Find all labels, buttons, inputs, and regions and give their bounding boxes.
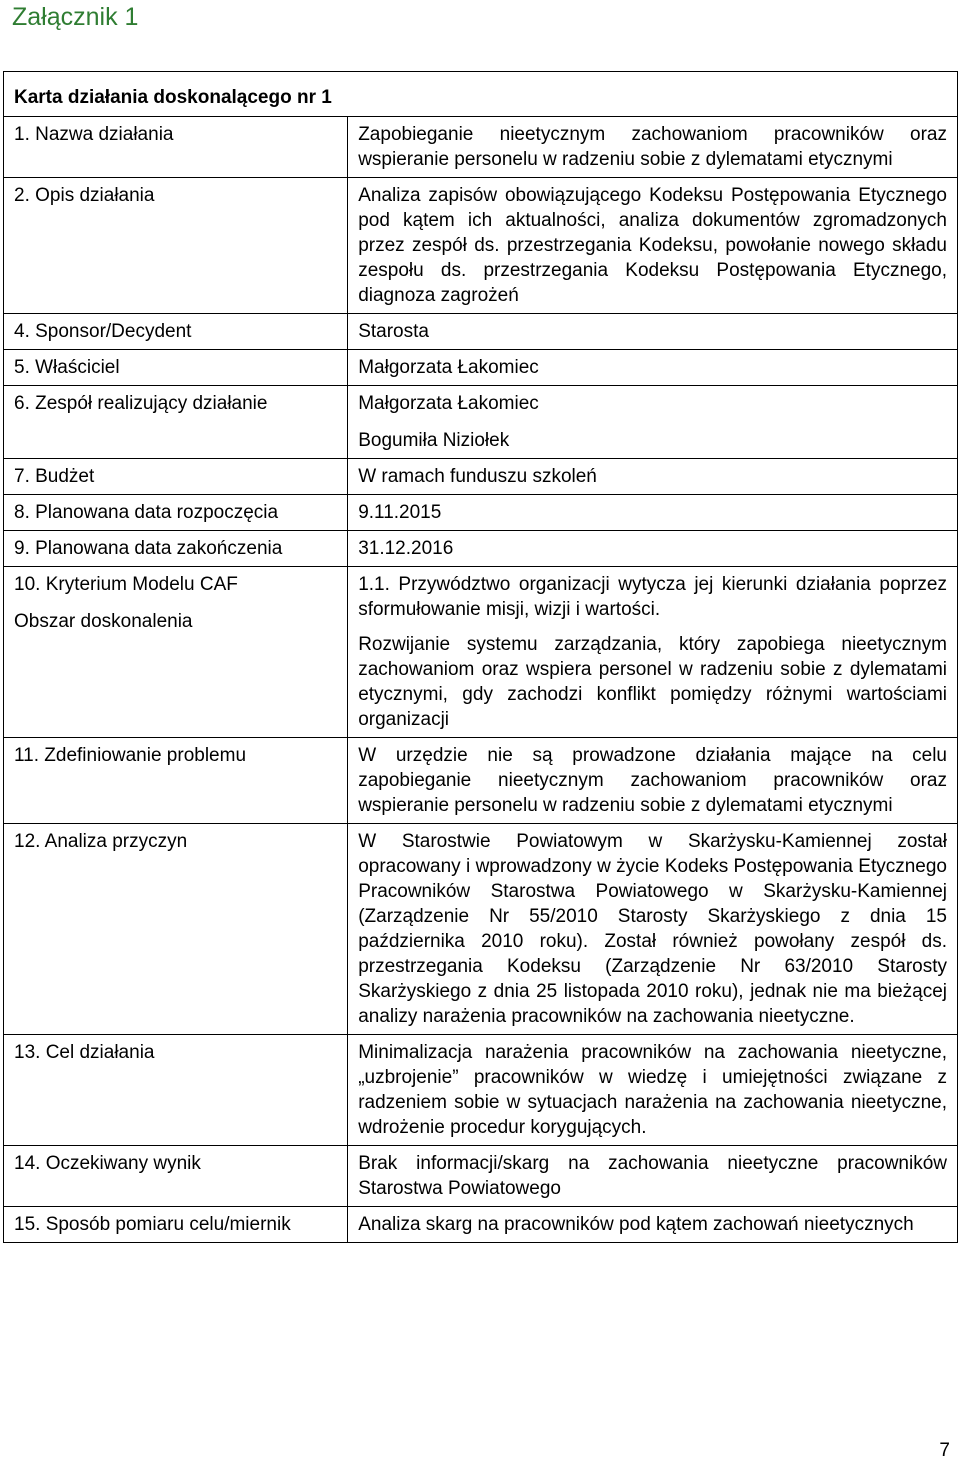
row-value: 9.11.2015	[348, 495, 958, 531]
row-label: 1. Nazwa działania	[4, 117, 348, 178]
caf-criterion-label: 10. Kryterium Modelu CAF	[14, 574, 238, 595]
page-number: 7	[939, 1440, 950, 1461]
row-value: Analiza skarg na pracowników pod kątem zachowań nieetycznych	[348, 1207, 958, 1243]
action-card-table	[3, 71, 958, 1243]
row-owner	[4, 350, 958, 386]
row-goal	[4, 1035, 958, 1146]
row-value-group	[348, 386, 958, 459]
row-end-date	[4, 531, 958, 567]
row-label: 2. Opis działania	[4, 178, 348, 314]
row-budget	[4, 459, 958, 495]
row-value: Zapobieganie nieetycznym zachowaniom pracowników oraz wspieranie personelu w radzeniu sobie z dylematami etycznymi	[348, 117, 958, 178]
row-label: 7. Budżet	[4, 459, 348, 495]
row-value-group	[348, 567, 958, 738]
caf-criterion-value: 1.1. Przywództwo organizacji wytycza jej kierunki działania poprzez sformułowanie misji, wizji i wartości.	[358, 574, 947, 620]
row-label: 9. Planowana data zakończenia	[4, 531, 348, 567]
row-label: 5. Właściciel	[4, 350, 348, 386]
row-value: Minimalizacja narażenia pracowników na zachowania nieetyczne, „uzbrojenie” pracowników w wiedzę i umiejętności związane z radzeniem sobie w sytuacjach narażenia na zachowania nieetyczne, wdrożenie procedur korygujących.	[348, 1035, 958, 1146]
page-heading: Załącznik 1	[12, 3, 139, 31]
card-title: Karta działania doskonalącego nr 1	[4, 72, 958, 117]
row-value: Starosta	[348, 314, 958, 350]
row-label: 8. Planowana data rozpoczęcia	[4, 495, 348, 531]
row-label: 11. Zdefiniowanie problemu	[4, 738, 348, 824]
row-expected-result	[4, 1146, 958, 1207]
row-team	[4, 386, 958, 459]
row-value: Małgorzata Łakomiec	[348, 350, 958, 386]
row-value: Brak informacji/skarg na zachowania nieetyczne pracowników Starostwa Powiatowego	[348, 1146, 958, 1207]
row-start-date	[4, 495, 958, 531]
row-measurement	[4, 1207, 958, 1243]
row-value: 31.12.2016	[348, 531, 958, 567]
row-sponsor	[4, 314, 958, 350]
row-value: W urzędzie nie są prowadzone działania mające na celu zapobieganie nieetycznym zachowaniom pracowników oraz wspieranie personelu w radzeniu sobie z dylematami etycznymi	[348, 738, 958, 824]
row-value: W Starostwie Powiatowym w Skarżysku-Kamiennej został opracowany i wprowadzony w życie Kodeks Postępowania Etycznego Pracowników Starostwa Powiatowego w Skarżysku-Kamiennej (Zarządzenie Nr 55/2010 Starosty Skarżyskiego z dnia 15 października 2010 roku). Został również powołany zespół ds. przestrzegania Kodeksu (Zarządzenie Nr 63/2010 Starosty Skarżyskiego z dnia 25 listopada 2010 roku), jednak nie ma bieżącej analizy narażenia pracowników na zachowania nieetyczne.	[348, 824, 958, 1035]
improvement-area-label: Obszar doskonalenia	[14, 611, 193, 632]
card-title-row	[4, 72, 958, 117]
row-label: 4. Sponsor/Decydent	[4, 314, 348, 350]
team-member-2: Bogumiła Niziołek	[358, 430, 510, 451]
row-problem	[4, 738, 958, 824]
improvement-area-value: Rozwijanie systemu zarządzania, który zapobiega nieetycznym zachowaniom oraz wspiera personel w radzeniu sobie z dylematami etycznymi, gdy zachodzi konflikt pomiędzy różnymi wartościami organizacji	[358, 634, 947, 730]
row-caf-criterion	[4, 567, 958, 738]
row-value: Analiza zapisów obowiązującego Kodeksu Postępowania Etycznego pod kątem ich aktualności, analiza dokumentów zgromadzonych przez zespół ds. przestrzegania Kodeksu, powołanie nowego składu zespołu ds. przestrzegania Kodeksu Postępowania Etycznego, diagnoza zagrożeń	[348, 178, 958, 314]
row-cause-analysis	[4, 824, 958, 1035]
row-label: 12. Analiza przyczyn	[4, 824, 348, 1035]
row-label: 13. Cel działania	[4, 1035, 348, 1146]
row-label: 15. Sposób pomiaru celu/miernik	[4, 1207, 348, 1243]
team-member-1: Małgorzata Łakomiec	[358, 393, 539, 414]
row-description	[4, 178, 958, 314]
row-label-group	[4, 567, 348, 738]
row-label: 6. Zespół realizujący działanie	[4, 386, 348, 459]
row-name	[4, 117, 958, 178]
row-value: W ramach funduszu szkoleń	[348, 459, 958, 495]
row-label: 14. Oczekiwany wynik	[4, 1146, 348, 1207]
